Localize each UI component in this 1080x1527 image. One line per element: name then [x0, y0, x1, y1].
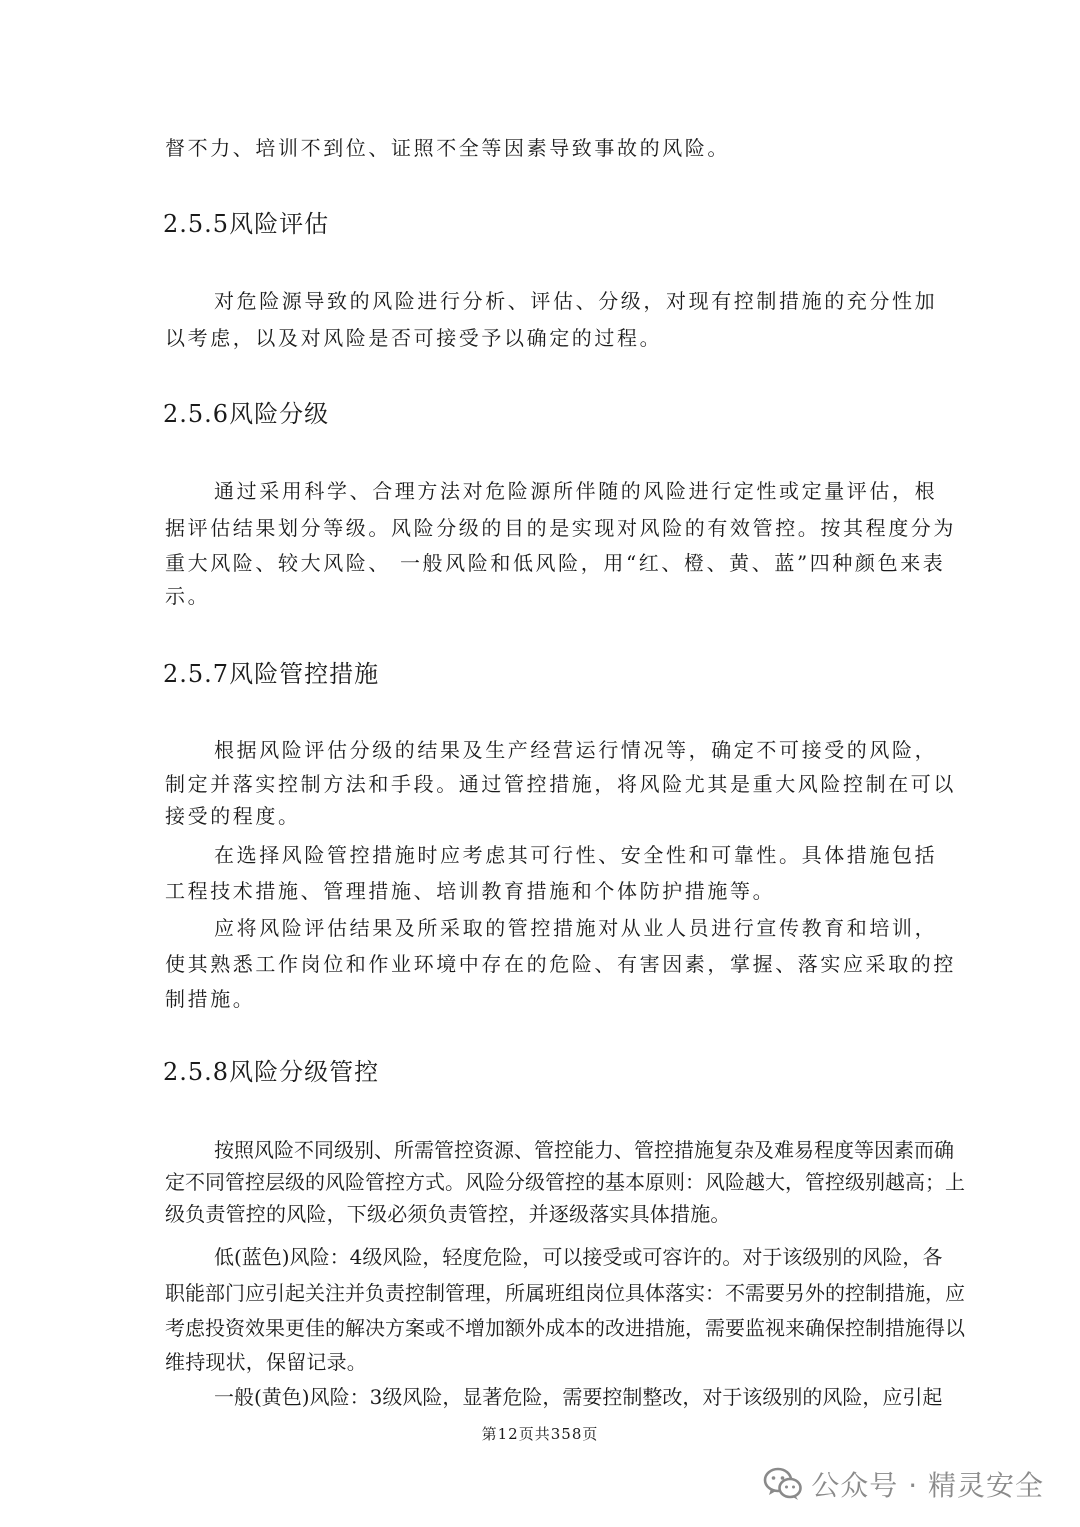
- body-line: 应将风险评估结果及所采取的管控措施对从业人员进行宣传教育和培训，: [214, 916, 938, 940]
- body-line: 维持现状，保留记录。: [165, 1350, 367, 1374]
- body-line: 对危险源导致的风险进行分析、评估、分级，对现有控制措施的充分性加: [214, 289, 938, 313]
- section-heading: 2.5.7风险管控措施: [163, 660, 380, 688]
- section-heading: 2.5.5风险评估: [163, 210, 330, 238]
- body-line: 按照风险不同级别、所需管控资源、管控能力、管控措施复杂及难易程度等因素而确: [214, 1138, 954, 1162]
- body-line: 示。: [165, 584, 211, 608]
- body-line: 考虑投资效果更佳的解决方案或不增加额外成本的改进措施，需要监视来确保控制措施得以: [165, 1316, 965, 1340]
- watermark: [763, 1464, 1044, 1504]
- body-line: 督不力、培训不到位、证照不全等因素导致事故的风险。: [165, 136, 730, 160]
- body-line: 低(蓝色)风险：4级风险，轻度危险，可以接受或可容许的。对于该级别的风险，各: [214, 1245, 943, 1269]
- body-line: 一般(黄色)风险：3级风险，显著危险，需要控制整改，对于该级别的风险，应引起: [214, 1385, 943, 1409]
- body-line: 接受的程度。: [165, 804, 301, 828]
- body-line: 在选择风险管控措施时应考虑其可行性、安全性和可靠性。具体措施包括: [214, 843, 938, 867]
- section-heading: 2.5.6风险分级: [163, 400, 330, 428]
- body-line: 工程技术措施、管理措施、培训教育措施和个体防护措施等。: [165, 879, 776, 903]
- body-line: 使其熟悉工作岗位和作业环境中存在的危险、有害因素，掌握、落实应采取的控: [165, 952, 956, 976]
- body-line: 职能部门应引起关注并负责控制管理，所属班组岗位具体落实：不需要另外的控制措施，应: [165, 1281, 965, 1305]
- body-line: 重大风险、较大风险、 一般风险和低风险，用“红、橙、黄、蓝”四种颜色来表: [165, 551, 946, 575]
- watermark-text: 公众号 · 精灵安全: [811, 1469, 1044, 1502]
- body-line: 定不同管控层级的风险管控方式。风险分级管控的基本原则：风险越大，管控级别越高；上: [165, 1170, 965, 1194]
- body-line: 以考虑，以及对风险是否可接受予以确定的过程。: [165, 326, 663, 350]
- wechat-icon: [763, 1466, 803, 1502]
- body-line: 制定并落实控制方法和手段。通过管控措施，将风险尤其是重大风险控制在可以: [165, 772, 956, 796]
- body-line: 根据风险评估分级的结果及生产经营运行情况等，确定不可接受的风险，: [214, 738, 938, 762]
- body-line: 制措施。: [165, 987, 256, 1011]
- section-heading: 2.5.8风险分级管控: [163, 1058, 380, 1086]
- body-line: 通过采用科学、合理方法对危险源所伴随的风险进行定性或定量评估，根: [214, 479, 938, 503]
- body-line: 级负责管控的风险，下级必须负责管控，并逐级落实具体措施。: [165, 1202, 731, 1226]
- page-footer: 第12页共358页: [481, 1425, 599, 1443]
- body-line: 据评估结果划分等级。风险分级的目的是实现对风险的有效管控。按其程度分为: [165, 516, 956, 540]
